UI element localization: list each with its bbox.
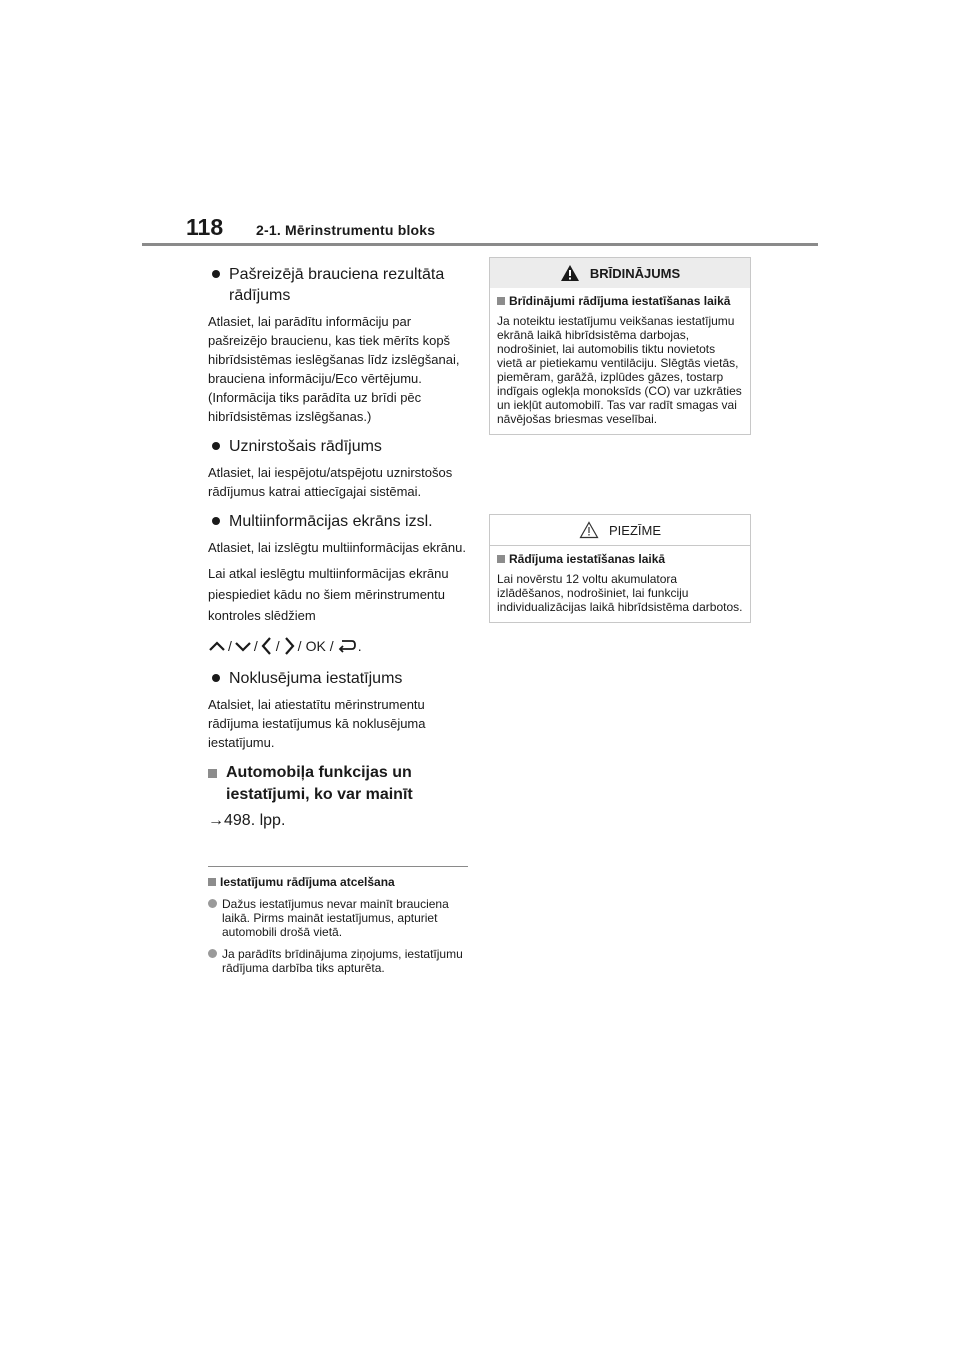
notes-rule xyxy=(208,866,468,867)
square-marker xyxy=(208,878,216,886)
paragraph: Atlasiet, lai iespējotu/atspējotu uznirstošos rādījumus katrai attiecīgajai sistēmai. xyxy=(208,465,453,499)
notes-section xyxy=(208,866,470,975)
note-item xyxy=(208,897,470,939)
bullet-dot xyxy=(212,517,220,525)
key-separator: / xyxy=(329,638,334,654)
notice-subheading xyxy=(497,552,743,566)
key-separator: / xyxy=(253,638,258,654)
notice-box xyxy=(489,514,751,623)
bullet-heading xyxy=(208,668,470,689)
paragraph: Atalsiet, lai atiestatītu mērinstrumentu rādījuma iestatījumus kā noklusējuma iestatījumu. xyxy=(208,697,426,750)
square-marker xyxy=(497,297,505,305)
control-switch-keys xyxy=(208,634,470,658)
notes-heading xyxy=(208,875,470,889)
paragraph: Lai atkal ieslēgtu multiinformācijas ekrānu piespiediet kādu no šiem mērinstrumentu kontroles slēdžiem xyxy=(208,566,449,623)
bullet-title: Uznirstošais rādījums xyxy=(229,438,382,455)
left-chevron-icon xyxy=(260,636,274,656)
left-column xyxy=(208,254,470,830)
warning-body xyxy=(490,288,750,434)
bullet-dot xyxy=(212,270,220,278)
key-separator: / xyxy=(228,638,232,654)
header-rule xyxy=(142,243,818,246)
bullet-title: Noklusējuma iestatījums xyxy=(229,670,403,687)
section-title: 2-1. Mērinstrumentu bloks xyxy=(256,222,436,238)
key-separator: / xyxy=(275,638,280,654)
page-header xyxy=(186,214,435,241)
bullet-heading xyxy=(208,264,470,306)
warning-box xyxy=(489,257,751,435)
page-reference: →498. lpp. xyxy=(208,812,286,829)
note-text: Ja parādīts brīdinājuma ziņojums, iestatījumu rādījuma darbība tiks apturēta. xyxy=(222,947,463,975)
up-chevron-icon xyxy=(208,639,226,653)
down-chevron-icon xyxy=(234,639,252,653)
warning-subheading xyxy=(497,294,743,308)
bullet-heading xyxy=(208,436,470,457)
gray-bullet xyxy=(208,899,217,908)
square-marker xyxy=(208,769,217,778)
bullet-title: Pašreizējā brauciena rezultāta rādījums xyxy=(229,266,445,304)
square-marker xyxy=(497,555,505,563)
right-chevron-icon xyxy=(282,636,296,656)
square-heading-text: Automobiļa funkcijas un iestatījumi, ko var mainīt xyxy=(226,764,413,803)
gray-bullet xyxy=(208,949,217,958)
notice-body xyxy=(490,546,750,622)
notice-subtitle: Rādījuma iestatīšanas laikā xyxy=(509,552,666,566)
paragraph: Atlasiet, lai parādītu informāciju par pašreizējo braucienu, kas tiek mērīts kopš hibrīdsistēmas ieslēgšanas līdz izslēgšanai, brauciena informāciju/Eco vērtējumu. (Informācija tiks parādīta uz brīdi pēc hibrīdsistēmas izslēgšanas.) xyxy=(208,314,460,424)
notice-header xyxy=(490,515,750,545)
key-separator: / xyxy=(297,638,302,654)
paragraph: Atlasiet, lai izslēgtu multiinformācijas ekrānu. xyxy=(208,540,466,555)
ok-key-label: OK xyxy=(305,638,326,654)
note-item xyxy=(208,947,470,975)
bullet-heading xyxy=(208,511,470,532)
key-period: . xyxy=(357,638,362,654)
warning-triangle-icon xyxy=(560,264,580,282)
back-arrow-icon xyxy=(336,638,356,654)
note-text: Dažus iestatījumus nevar mainīt brauciena laikā. Pirms maināt iestatījumus, apturiet automobili drošā vietā. xyxy=(222,897,449,939)
warning-header xyxy=(490,258,750,288)
bullet-dot xyxy=(212,442,220,450)
warning-subtitle: Brīdinājumi rādījuma iestatīšanas laikā xyxy=(509,294,731,308)
bullet-dot xyxy=(212,674,220,682)
notice-text: Lai novērstu 12 voltu akumulatora izlādēšanos, nodrošiniet, lai funkciju individualizācijas laikā hibrīdsistēma darbotos. xyxy=(497,572,743,614)
notice-triangle-icon xyxy=(579,521,599,539)
notes-title: Iestatījumu rādījuma atcelšana xyxy=(220,875,395,889)
square-heading xyxy=(208,762,470,806)
warning-title: BRĪDINĀJUMS xyxy=(589,265,681,281)
notice-title: PIEZĪME xyxy=(608,522,661,538)
bullet-title: Multiinformācijas ekrāns izsl. xyxy=(229,513,433,530)
warning-text: Ja noteiktu iestatījumu veikšanas iestatījumu ekrānā laikā hibrīdsistēma darbojas, nodrošiniet, lai automobilis tiktu novietots vietā ar pietiekamu ventilāciju. Slēgtās vietās, piemēram, garāžā, izplūdes gāzes, tostarp indīgais oglekļa monoksīds (CO) var uzkrāties un iekļūt automobilī. Tas var radīt smagas vai nāvējošas briesmas veselībai. xyxy=(497,314,742,426)
page-number: 118 xyxy=(186,214,224,240)
